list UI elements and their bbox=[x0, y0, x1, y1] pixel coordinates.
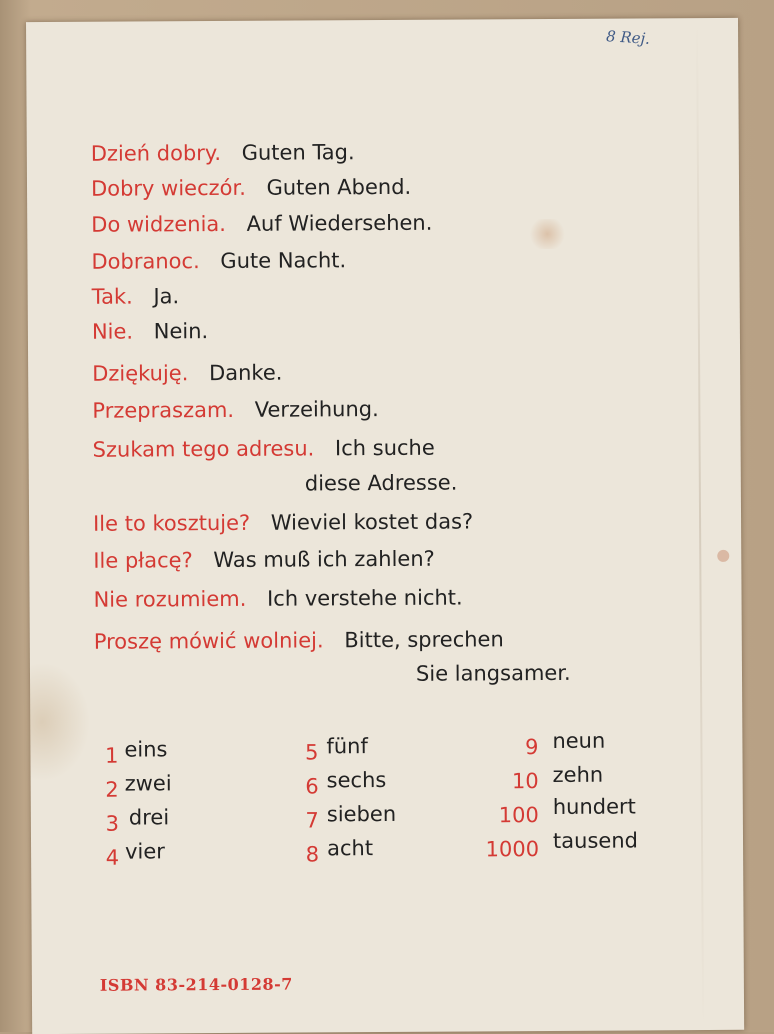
number-digit: 1000 bbox=[485, 837, 540, 862]
number-digit: 10 bbox=[511, 769, 539, 794]
paper-crease bbox=[696, 18, 704, 1030]
number-digit: 100 bbox=[498, 803, 539, 828]
german-phrase: Auf Wiedersehen. bbox=[246, 210, 433, 236]
number-word: eins bbox=[124, 737, 168, 762]
number-digit: 1 bbox=[105, 743, 119, 768]
german-phrase: Gute Nacht. bbox=[220, 248, 347, 273]
number-digit: 2 bbox=[105, 777, 119, 802]
phrase-row bbox=[92, 397, 379, 423]
number-digit: 6 bbox=[305, 774, 319, 799]
number-word: neun bbox=[552, 728, 606, 753]
phrase-row bbox=[91, 140, 355, 166]
german-phrase: Guten Abend. bbox=[266, 174, 412, 200]
phrase-row bbox=[94, 627, 504, 654]
german-phrase: Ja. bbox=[153, 284, 180, 309]
number-word: fünf bbox=[326, 734, 368, 759]
number-digit: 9 bbox=[524, 735, 539, 760]
german-phrase: Verzeihung. bbox=[254, 397, 379, 422]
phrase-row bbox=[93, 547, 435, 573]
polish-phrase: Nie rozumiem. bbox=[93, 586, 247, 612]
german-phrase-continued: diese Adresse. bbox=[304, 470, 458, 496]
number-word: zehn bbox=[552, 762, 604, 787]
german-phrase: Bitte, sprechen bbox=[344, 627, 504, 653]
phrase-row bbox=[91, 248, 346, 274]
german-phrase: Nein. bbox=[153, 319, 209, 344]
number-word: sieben bbox=[326, 801, 397, 827]
german-phrase: Guten Tag. bbox=[241, 140, 355, 165]
german-phrase: Ich suche bbox=[334, 435, 435, 461]
polish-phrase: Proszę mówić wolniej. bbox=[93, 628, 324, 654]
phrase-row bbox=[92, 284, 180, 309]
number-word: acht bbox=[326, 836, 374, 861]
polish-phrase: Szukam tego adresu. bbox=[92, 436, 315, 462]
phrase-row bbox=[93, 586, 462, 612]
phrase-row bbox=[91, 211, 432, 237]
phrase-row bbox=[92, 361, 282, 386]
number-word: drei bbox=[128, 805, 170, 830]
polish-phrase: Dobry wieczór. bbox=[90, 175, 246, 201]
number-digit: 4 bbox=[105, 845, 120, 870]
polish-phrase: Tak. bbox=[91, 284, 133, 309]
polish-phrase: Ile płacę? bbox=[93, 548, 193, 573]
phrase-row bbox=[93, 436, 435, 462]
german-phrase: Wieviel kostet das? bbox=[270, 509, 474, 535]
polish-phrase: Dzień dobry. bbox=[90, 140, 222, 166]
number-word: tausend bbox=[552, 828, 639, 853]
german-phrase: Danke. bbox=[208, 360, 283, 386]
polish-phrase: Nie. bbox=[91, 319, 134, 344]
polish-phrase: Przepraszam. bbox=[92, 397, 235, 423]
phrase-row bbox=[91, 175, 411, 201]
paper-stain bbox=[717, 550, 729, 562]
number-digit: 8 bbox=[305, 842, 320, 867]
polish-phrase: Dziękuję. bbox=[92, 361, 189, 386]
number-word: vier bbox=[125, 839, 165, 864]
german-phrase-continued: Sie langsamer. bbox=[415, 660, 571, 686]
phrasebook-back-cover bbox=[26, 18, 744, 1034]
handwritten-note: 8 Rej. bbox=[605, 27, 651, 48]
phrase-row bbox=[93, 509, 473, 535]
number-word: sechs bbox=[326, 767, 387, 793]
phrase-row bbox=[92, 319, 208, 344]
isbn-number: ISBN 83-214-0128-7 bbox=[99, 974, 293, 995]
paper-stain bbox=[527, 219, 567, 249]
polish-phrase: Dobranoc. bbox=[91, 249, 200, 274]
number-digit: 3 bbox=[105, 811, 119, 836]
number-word: zwei bbox=[124, 771, 172, 796]
number-digit: 5 bbox=[305, 740, 319, 765]
polish-phrase: Ile to kosztuje? bbox=[92, 510, 251, 536]
german-phrase: Ich verstehe nicht. bbox=[266, 585, 463, 611]
number-digit: 7 bbox=[305, 808, 319, 833]
german-phrase: Was muß ich zahlen? bbox=[213, 546, 435, 573]
polish-phrase: Do widzenia. bbox=[91, 211, 226, 237]
number-word: hundert bbox=[552, 794, 636, 819]
